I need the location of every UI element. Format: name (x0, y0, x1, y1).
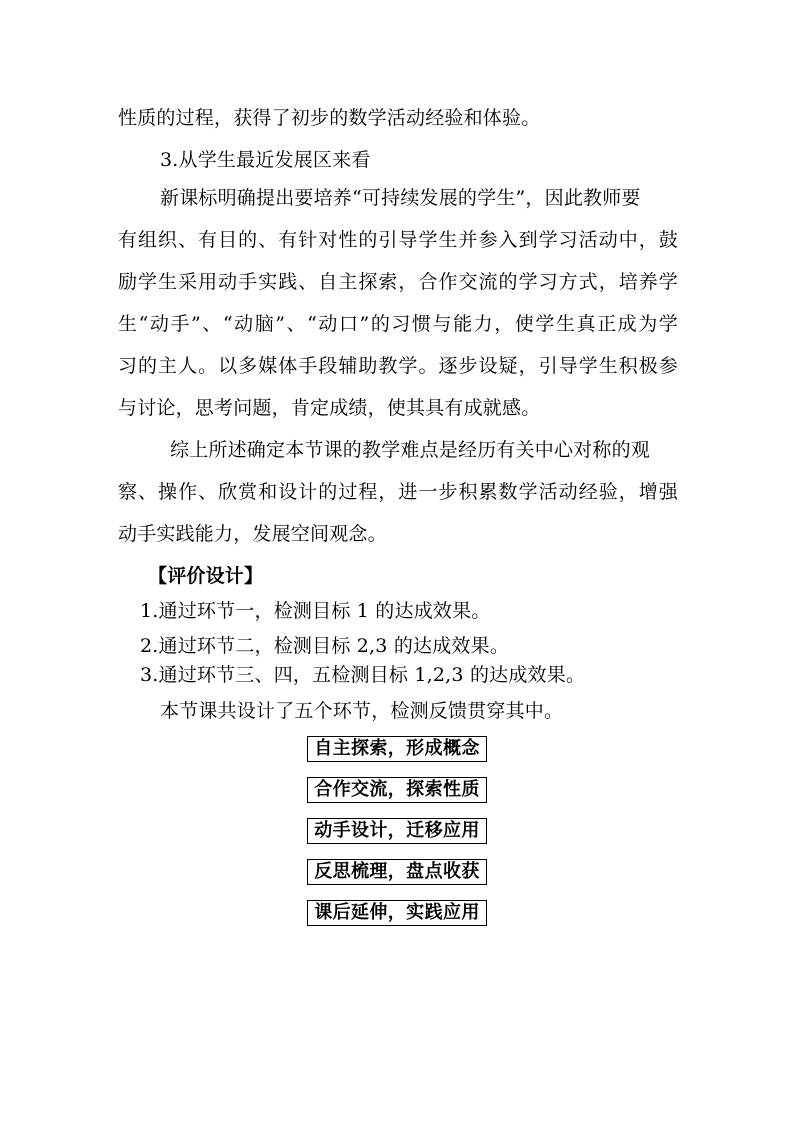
paragraph-line: 生“动手”、“动脑”、“动口”的习惯与能力，使学生真正成为学 (118, 313, 678, 335)
paragraph-line: 励学生采用动手实践、自主探索，合作交流的学习方式，培养学 (118, 271, 678, 293)
stage-box: 课后延伸，实践应用 (307, 900, 487, 926)
paragraph-line: 新课标明确提出要培养“可持续发展的学生”，因此教师要 (160, 187, 641, 209)
section-title: 【评价设计】 (148, 565, 264, 587)
stage-box: 合作交流，探索性质 (307, 777, 487, 803)
stage-box: 自主探索，形成概念 (307, 736, 487, 762)
stage-box: 反思梳理，盘点收获 (307, 859, 487, 885)
paragraph-line: 性质的过程，获得了初步的数学活动经验和体验。 (118, 107, 541, 129)
list-item: 2.通过环节二，检测目标 2,3 的达成效果。 (140, 635, 510, 657)
paragraph-line: 有组织、有目的、有针对性的引导学生并参入到学习活动中，鼓 (118, 229, 678, 251)
subheading: 3.从学生最近发展区来看 (160, 149, 371, 171)
summary-text: 本节课共设计了五个环节，检测反馈贯穿其中。 (160, 700, 564, 722)
paragraph-line: 习的主人。以多媒体手段辅助教学。逐步设疑，引导学生积极参 (118, 355, 678, 377)
stage-box-list (307, 736, 487, 941)
paragraph-line: 动手实践能力，发展空间观念。 (118, 523, 387, 545)
list-item: 3.通过环节三、四，五检测目标 1,2,3 的达成效果。 (140, 664, 586, 686)
stage-box: 动手设计，迁移应用 (307, 818, 487, 844)
list-item: 1.通过环节一，检测目标 1 的达成效果。 (140, 600, 491, 622)
paragraph-line: 综上所述确定本节课的教学难点是经历有关中心对称的观 (170, 439, 651, 461)
paragraph-line: 察、操作、欣赏和设计的过程，进一步积累数学活动经验，增强 (118, 481, 678, 503)
paragraph-line: 与讨论，思考问题，肯定成绩，使其具有成就感。 (118, 397, 541, 419)
